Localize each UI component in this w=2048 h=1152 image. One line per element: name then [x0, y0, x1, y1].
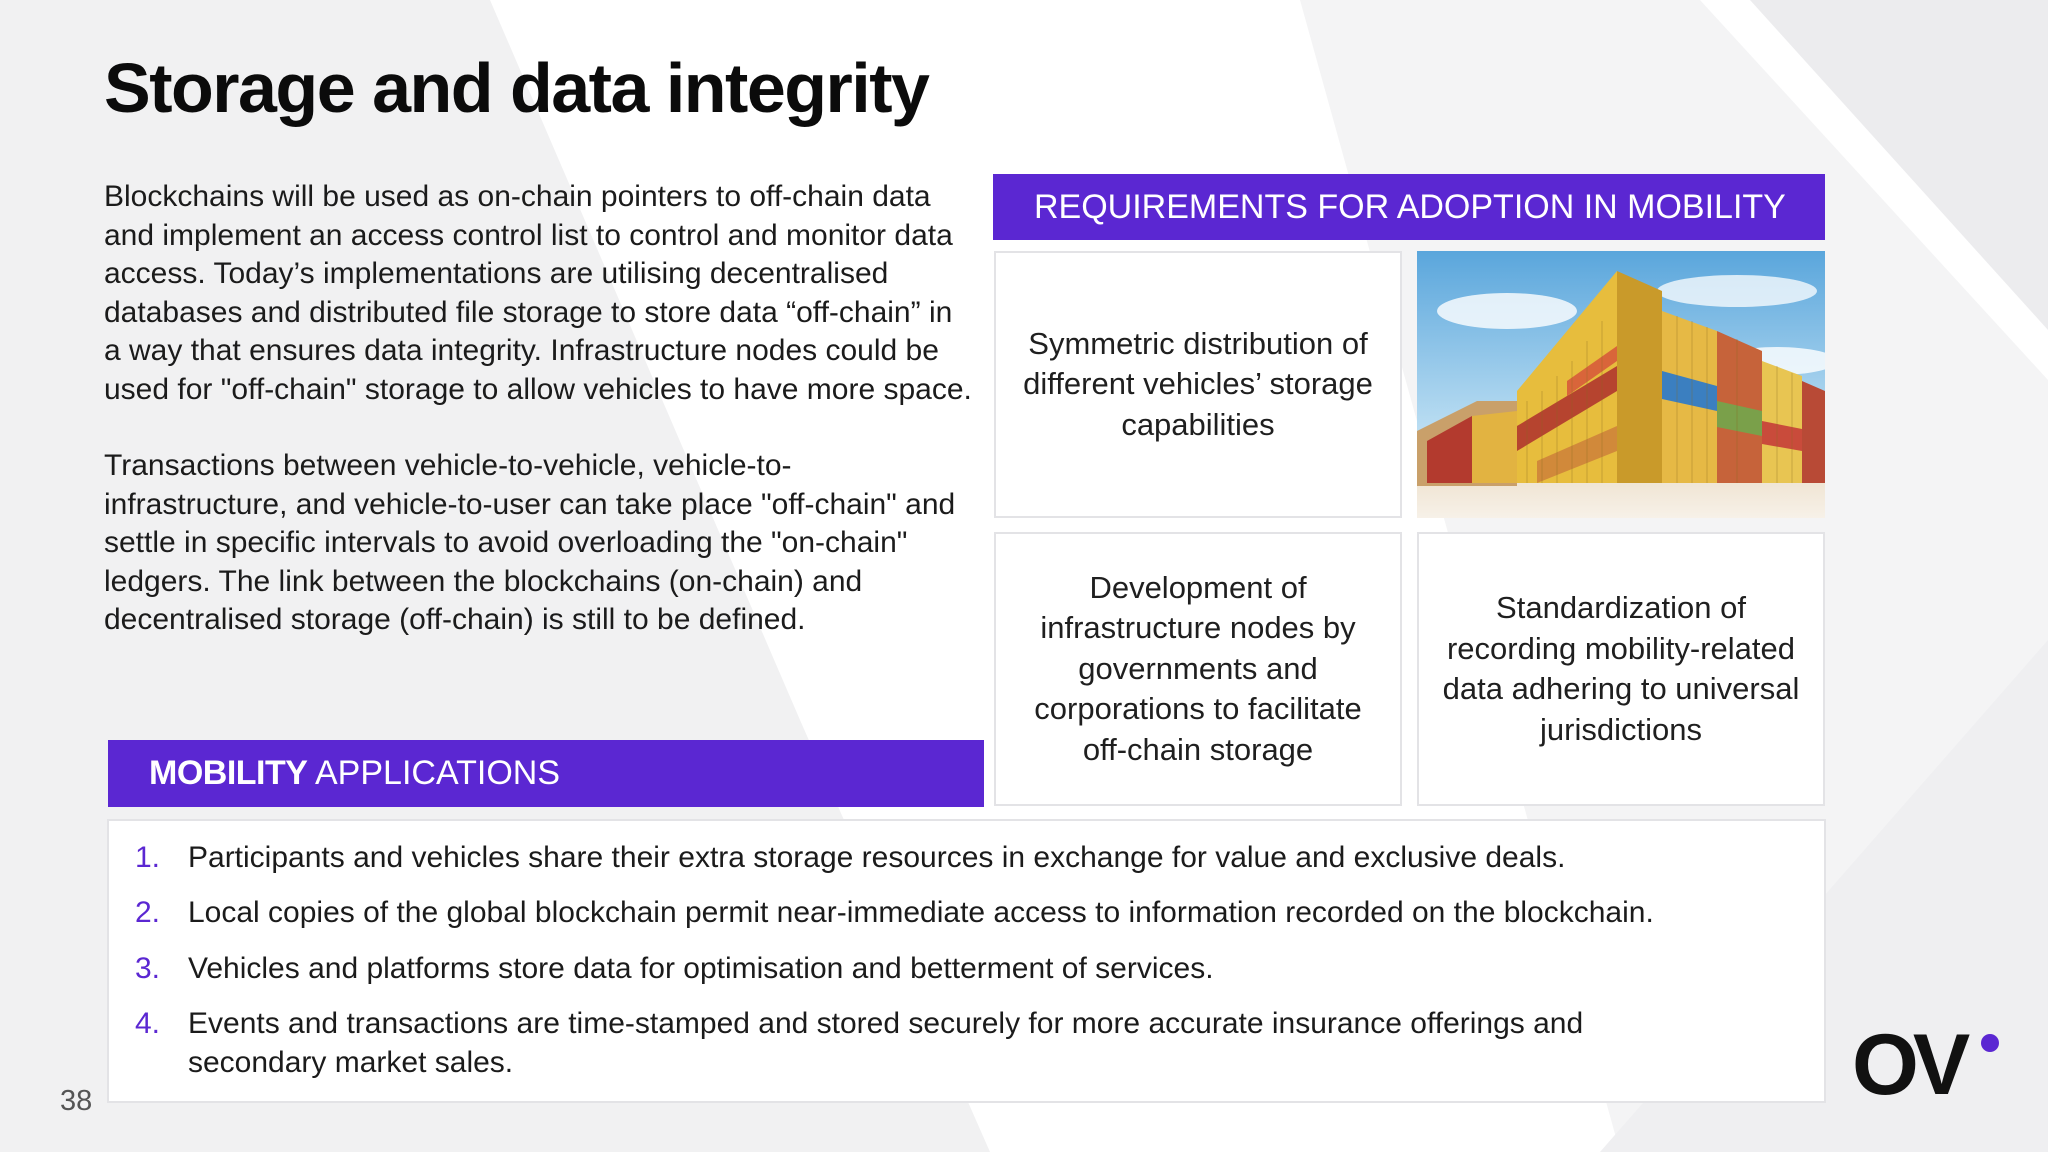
list-text: Participants and vehicles share their extra storage resources in exchange for value and exclusive deals. [188, 841, 1566, 874]
requirements-heading: REQUIREMENTS FOR ADOPTION IN MOBILITY [993, 174, 1825, 240]
intro-text [104, 178, 974, 678]
applications-list [107, 819, 1826, 1103]
heading-strong: MOBILITY [149, 754, 308, 792]
list-number: 4. [135, 1007, 161, 1040]
requirement-text: Symmetric distribution of different vehicles’ storage capabilities [1023, 325, 1373, 442]
logo-text: OV [1852, 1020, 1965, 1100]
page-title: Storage and data integrity [104, 49, 929, 127]
requirement-card [994, 251, 1402, 518]
heading-rest: APPLICATIONS [307, 754, 560, 792]
list-number: 2. [135, 896, 161, 929]
list-number: 1. [135, 841, 161, 874]
requirement-text: Development of infrastructure nodes by governments and corporations to facilitate off-chain storage [1034, 569, 1362, 767]
ov-logo [1852, 1020, 2002, 1100]
page-number: 38 [60, 1085, 93, 1117]
intro-paragraph-1: Blockchains will be used as on-chain pointers to off-chain data and implement an access control list to control and monitor data access. Today’s implementations are utilising decentralised databases and distributed file storage to store data “off-chain” in a way that ensures data integrity. Infrastructure nodes could be used for "off-chain" storage to allow vehicles to have more space. [104, 180, 972, 406]
requirement-card [1417, 532, 1825, 806]
requirement-text: Standardization of recording mobility-related data adhering to universal jurisdictions [1442, 590, 1800, 747]
list-text: Local copies of the global blockchain permit near-immediate access to information recorded on the blockchain. [188, 896, 1654, 929]
intro-paragraph-2: Transactions between vehicle-to-vehicle, vehicle-to-infrastructure, and vehicle-to-user can take place "off-chain" and settle in specific intervals to avoid overloading the "on-chain" ledgers. The link between the blockchains (on-chain) and decentralised storage (off-chain) is still to be defined. [104, 449, 956, 636]
mobility-applications-heading [108, 740, 984, 807]
logo-dot [1981, 1034, 1999, 1052]
list-text: Vehicles and platforms store data for optimisation and betterment of services. [188, 952, 1214, 985]
shipping-containers-photo [1417, 251, 1825, 518]
list-text: Events and transactions are time-stamped and stored securely for more accurate insurance offerings and secondary market sales. [188, 1007, 1584, 1079]
requirement-card [994, 532, 1402, 806]
list-number: 3. [135, 952, 161, 985]
